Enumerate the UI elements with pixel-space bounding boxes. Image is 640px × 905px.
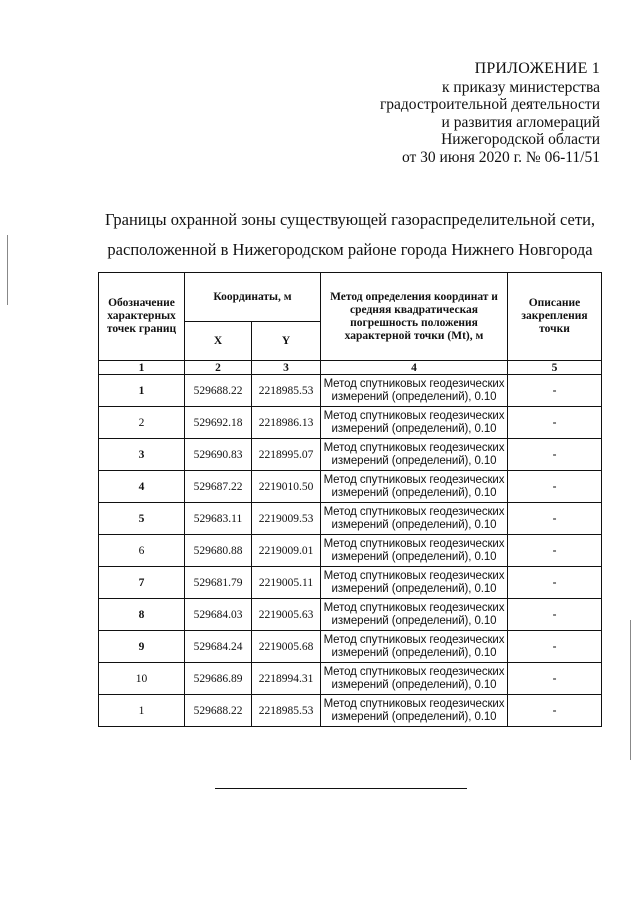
x-cell: 529688.22	[185, 695, 252, 727]
method-cell: Метод спутниковых геодезических измерений (определений), 0.10	[321, 439, 508, 471]
header-line: и развития агломераций	[441, 113, 600, 131]
x-cell: 529688.22	[185, 375, 252, 407]
table-row	[99, 567, 602, 599]
closing-rule	[215, 788, 467, 789]
x-cell: 529686.89	[185, 663, 252, 695]
table-row	[99, 375, 602, 407]
x-cell: 529681.79	[185, 567, 252, 599]
header-coordinates: Координаты, м	[185, 273, 321, 322]
column-number-row	[99, 361, 602, 375]
description-cell: -	[508, 471, 602, 503]
method-cell: Метод спутниковых геодезических измерений (определений), 0.10	[321, 695, 508, 727]
column-number: 1	[99, 361, 185, 375]
point-id-cell: 1	[99, 375, 185, 407]
point-id-cell: 3	[99, 439, 185, 471]
x-cell: 529680.88	[185, 535, 252, 567]
point-id-cell: 8	[99, 599, 185, 631]
method-cell: Метод спутниковых геодезических измерений (определений), 0.10	[321, 599, 508, 631]
point-id-cell: 9	[99, 631, 185, 663]
header-x: X	[185, 322, 252, 361]
method-cell: Метод спутниковых геодезических измерений (определений), 0.10	[321, 663, 508, 695]
column-number: 4	[321, 361, 508, 375]
description-cell: -	[508, 439, 602, 471]
table-row	[99, 439, 602, 471]
scan-edge-right	[630, 620, 631, 760]
table-row	[99, 695, 602, 727]
header-point-id: Обозначение характерных точек границ	[99, 273, 185, 361]
x-cell: 529684.24	[185, 631, 252, 663]
point-id-cell: 1	[99, 695, 185, 727]
header-method: Метод определения координат и средняя квадратическая погрешность положения характерной точки (Mt), м	[321, 273, 508, 361]
description-cell: -	[508, 407, 602, 439]
method-cell: Метод спутниковых геодезических измерений (определений), 0.10	[321, 535, 508, 567]
table-row	[99, 535, 602, 567]
header-line: Нижегородской области	[441, 131, 600, 149]
point-id-cell: 5	[99, 503, 185, 535]
x-cell: 529690.83	[185, 439, 252, 471]
y-cell: 2218995.07	[252, 439, 321, 471]
scan-edge-left	[7, 235, 8, 305]
table-row	[99, 663, 602, 695]
y-cell: 2219005.63	[252, 599, 321, 631]
y-cell: 2218994.31	[252, 663, 321, 695]
header-line: градостроительной деятельности	[379, 96, 600, 114]
column-number: 2	[185, 361, 252, 375]
point-id-cell: 4	[99, 471, 185, 503]
method-cell: Метод спутниковых геодезических измерений (определений), 0.10	[321, 471, 508, 503]
description-cell: -	[508, 535, 602, 567]
column-number: 5	[508, 361, 602, 375]
header-description: Описание закрепления точки	[508, 273, 602, 361]
table-row	[99, 471, 602, 503]
header-y: Y	[252, 322, 321, 361]
title-line-2: расположенной в Нижегородском районе города Нижнего Новгорода	[107, 240, 593, 259]
description-cell: -	[508, 375, 602, 407]
table-row	[99, 599, 602, 631]
x-cell: 529692.18	[185, 407, 252, 439]
method-cell: Метод спутниковых геодезических измерений (определений), 0.10	[321, 503, 508, 535]
header-line: от 30 июня 2020 г. № 06-11/51	[401, 148, 600, 166]
description-cell: -	[508, 663, 602, 695]
table-row	[99, 407, 602, 439]
x-cell: 529683.11	[185, 503, 252, 535]
appendix-label: ПРИЛОЖЕНИЕ 1	[474, 60, 600, 77]
method-cell: Метод спутниковых геодезических измерений (определений), 0.10	[321, 631, 508, 663]
description-cell: -	[508, 631, 602, 663]
table-row	[99, 503, 602, 535]
method-cell: Метод спутниковых геодезических измерений (определений), 0.10	[321, 567, 508, 599]
description-cell: -	[508, 567, 602, 599]
appendix-header	[300, 60, 600, 167]
document-title	[60, 205, 640, 265]
point-id-cell: 6	[99, 535, 185, 567]
y-cell: 2218986.13	[252, 407, 321, 439]
point-id-cell: 2	[99, 407, 185, 439]
y-cell: 2219010.50	[252, 471, 321, 503]
x-cell: 529684.03	[185, 599, 252, 631]
method-cell: Метод спутниковых геодезических измерений (определений), 0.10	[321, 375, 508, 407]
coordinates-table	[98, 272, 602, 727]
y-cell: 2218985.53	[252, 375, 321, 407]
y-cell: 2219009.01	[252, 535, 321, 567]
y-cell: 2219005.68	[252, 631, 321, 663]
table-row	[99, 631, 602, 663]
description-cell: -	[508, 503, 602, 535]
x-cell: 529687.22	[185, 471, 252, 503]
y-cell: 2219009.53	[252, 503, 321, 535]
y-cell: 2219005.11	[252, 567, 321, 599]
point-id-cell: 10	[99, 663, 185, 695]
title-line-1: Границы охранной зоны существующей газораспределительной сети,	[104, 210, 596, 229]
y-cell: 2218985.53	[252, 695, 321, 727]
method-cell: Метод спутниковых геодезических измерений (определений), 0.10	[321, 407, 508, 439]
header-line: к приказу министерства	[442, 78, 600, 96]
column-number: 3	[252, 361, 321, 375]
description-cell: -	[508, 695, 602, 727]
description-cell: -	[508, 599, 602, 631]
point-id-cell: 7	[99, 567, 185, 599]
